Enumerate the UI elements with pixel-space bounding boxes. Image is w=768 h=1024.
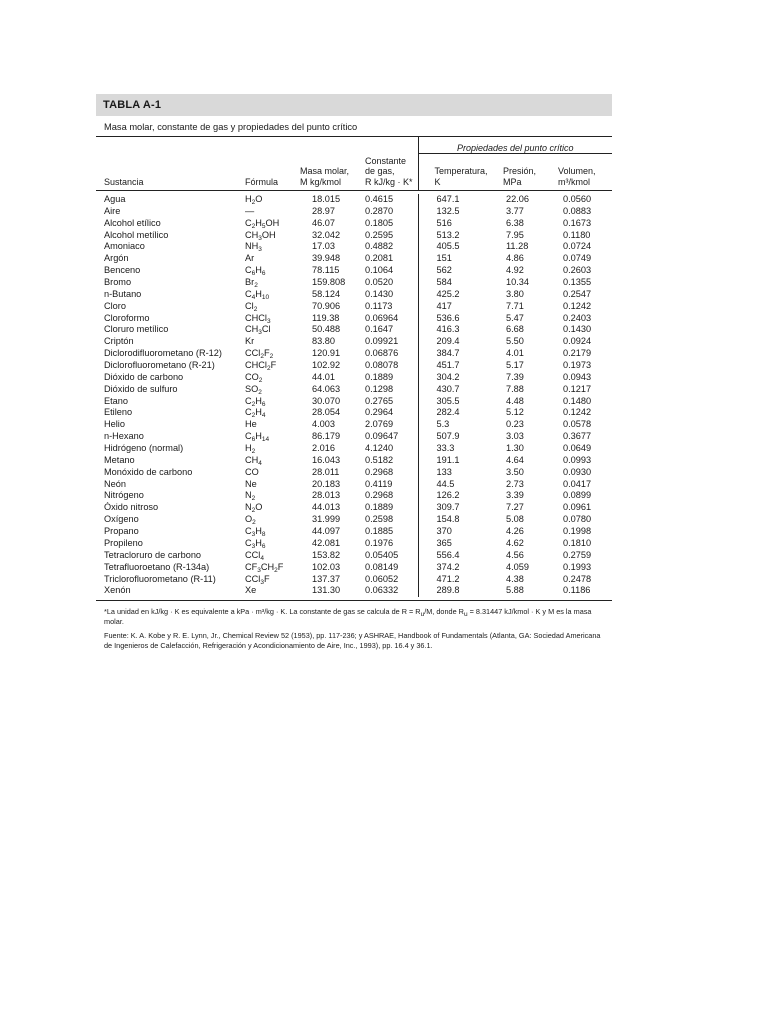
table-row [96, 479, 612, 491]
header-rule [96, 190, 612, 191]
cell-sustancia: Criptón [104, 336, 134, 347]
header-vol-l2: m³/kmol [558, 176, 590, 187]
cell-constante-gas: 0.06964 [365, 312, 399, 323]
cell-volumen: 0.1242 [563, 300, 592, 311]
cell-volumen: 0.2759 [563, 549, 592, 560]
cell-volumen: 0.0899 [563, 490, 592, 501]
cell-formula: $H_2O$ [245, 194, 263, 206]
header-sustancia: Sustancia [104, 176, 144, 187]
cell-temperatura: 304.2 [418, 372, 490, 384]
cell-sustancia: Diclorodifluorometano (R-12) [104, 348, 222, 359]
cell-temperatura: 516 [418, 218, 490, 230]
cell-volumen: 0.0780 [563, 514, 592, 525]
cell-formula: $Cl_2$ [245, 300, 258, 313]
cell-sustancia: Tetrafluoroetano (R-134a) [104, 561, 210, 572]
cell-sustancia: Oxígeno [104, 514, 139, 525]
cell-constante-gas: 0.2081 [365, 253, 394, 264]
cell-sustancia: Agua [104, 194, 126, 204]
cell-volumen: 0.1998 [563, 526, 592, 537]
table-row [96, 336, 612, 348]
table-row [96, 360, 612, 372]
cell-volumen: 0.0749 [563, 253, 592, 264]
cell-formula: $H_2$ [245, 443, 256, 455]
table-row [96, 502, 612, 514]
cell-temperatura: 374.2 [418, 562, 490, 574]
table-row [96, 313, 612, 325]
cell-formula: $CH_3Cl$ [245, 324, 271, 337]
cell-temperatura: 471.2 [418, 574, 490, 586]
cell-presion: 3.50 [506, 466, 524, 477]
cell-presion: 5.47 [506, 312, 524, 323]
table-row [96, 206, 612, 218]
table-row [96, 194, 612, 206]
document-page [96, 94, 612, 650]
cell-masa-molar: 46.07 [312, 217, 335, 228]
table-row [96, 265, 612, 277]
cell-temperatura: 647.1 [418, 194, 490, 206]
table-row [96, 348, 612, 360]
bottom-rule [96, 600, 612, 601]
cell-presion: 3.39 [506, 490, 524, 501]
cell-constante-gas: 0.09647 [365, 431, 399, 442]
cell-masa-molar: 153.82 [312, 549, 341, 560]
cell-sustancia: Etano [104, 395, 129, 406]
cell-masa-molar: 120.91 [312, 348, 341, 359]
cell-sustancia: Argón [104, 253, 129, 264]
cell-temperatura: 536.6 [418, 313, 490, 325]
cell-presion: 4.01 [506, 348, 524, 359]
cell-constante-gas: 0.1885 [365, 526, 394, 537]
cell-volumen: 0.0924 [563, 336, 592, 347]
cell-volumen: 0.0560 [563, 194, 592, 204]
cell-formula: He [245, 419, 257, 430]
table-row [96, 419, 612, 431]
cell-temperatura: 451.7 [418, 360, 490, 372]
cell-constante-gas: 0.1976 [365, 537, 394, 548]
cell-presion: 3.03 [506, 431, 524, 442]
cell-volumen: 0.0943 [563, 371, 592, 382]
cell-masa-molar: 58.124 [312, 288, 341, 299]
cell-formula: $C_3H_6$ [245, 537, 266, 550]
cell-volumen: 0.2179 [563, 348, 592, 359]
cell-presion: 5.08 [506, 514, 524, 525]
cell-volumen: 0.0930 [563, 466, 592, 477]
cell-volumen: 0.2403 [563, 312, 592, 323]
cell-presion: 4.62 [506, 537, 524, 548]
header-pres-l1: Presión, [503, 166, 537, 176]
cell-sustancia: Propano [104, 526, 139, 537]
cell-temperatura: 209.4 [418, 336, 490, 348]
cell-formula: $Br_2$ [245, 277, 258, 289]
cell-constante-gas: 0.08078 [365, 360, 399, 371]
cell-volumen: 0.0883 [563, 205, 592, 216]
cell-temperatura: 425.2 [418, 289, 490, 301]
cell-temperatura: 405.5 [418, 241, 490, 253]
cell-presion: 5.50 [506, 336, 524, 347]
cell-formula: $C_4H_{10}$ [245, 288, 270, 301]
cell-sustancia: Óxido nitroso [104, 502, 159, 513]
cell-volumen: 0.2603 [563, 265, 592, 276]
cell-masa-molar: 131.30 [312, 585, 341, 596]
cell-constante-gas: 0.09921 [365, 336, 399, 347]
cell-presion: 4.86 [506, 253, 524, 264]
cell-temperatura: 33.3 [418, 443, 490, 455]
header-constante-l2: de gas, [365, 166, 395, 176]
cell-constante-gas: 0.4119 [365, 478, 393, 489]
cell-constante-gas: 0.4615 [365, 194, 394, 204]
cell-constante-gas: 0.06876 [365, 348, 399, 359]
header-pres-l2: MPa [503, 176, 522, 187]
cell-presion: 7.95 [506, 229, 524, 240]
cell-volumen: 0.2547 [563, 288, 592, 299]
cell-constante-gas: 0.2595 [365, 229, 394, 240]
cell-temperatura: 384.7 [418, 348, 490, 360]
cell-presion: 11.28 [506, 241, 529, 252]
cell-temperatura: 282.4 [418, 407, 490, 419]
cell-sustancia: Cloruro metílico [104, 324, 169, 335]
cell-masa-molar: 102.92 [312, 360, 341, 371]
cell-formula: $C_2H_5OH$ [245, 217, 280, 230]
cell-formula: $SO_2$ [245, 383, 262, 396]
header-vol-l1: Volumen, [558, 166, 596, 176]
header-temp-l1: Temperatura, [418, 166, 490, 177]
cell-masa-molar: 44.01 [312, 371, 335, 382]
cell-presion: 4.92 [506, 265, 524, 276]
cell-masa-molar: 83.80 [312, 336, 335, 347]
cell-volumen: 0.0417 [563, 478, 592, 489]
cell-formula: $CO_2$ [245, 371, 263, 384]
table-row [96, 324, 612, 336]
cell-presion: 1.30 [506, 443, 524, 454]
cell-formula: $CH_3OH$ [245, 229, 276, 242]
header-temp-l2: K [418, 177, 490, 191]
cell-masa-molar: 86.179 [312, 431, 341, 442]
cell-constante-gas: 0.06052 [365, 573, 399, 584]
cell-sustancia: Xenón [104, 585, 131, 596]
cell-formula: $C_6H_{14}$ [245, 431, 270, 444]
table-row [96, 574, 612, 586]
cell-temperatura: 133 [418, 467, 490, 479]
cell-temperatura: 417 [418, 301, 490, 313]
cell-presion: 4.64 [506, 454, 524, 465]
cell-formula: CO [245, 466, 259, 477]
cell-volumen: 0.1217 [563, 383, 592, 394]
cell-volumen: 0.0724 [563, 241, 592, 252]
cell-masa-molar: 28.054 [312, 407, 341, 418]
cell-masa-molar: 20.183 [312, 478, 341, 489]
table-row [96, 455, 612, 467]
cell-temperatura: 44.5 [418, 479, 490, 491]
cell-formula: $CCl_2F_2$ [245, 348, 274, 361]
cell-sustancia: Metano [104, 454, 135, 465]
cell-volumen: 0.0961 [563, 502, 592, 513]
cell-formula: $C_2H_4$ [245, 407, 266, 420]
cell-masa-molar: 44.097 [312, 526, 341, 537]
cell-masa-molar: 137.37 [312, 573, 341, 584]
cell-temperatura: 309.7 [418, 502, 490, 514]
cell-volumen: 0.1242 [563, 407, 592, 418]
table-row [96, 384, 612, 396]
cell-sustancia: Nitrógeno [104, 490, 144, 501]
cell-masa-molar: 18.015 [312, 194, 341, 204]
cell-formula: $N_2$ [245, 490, 256, 503]
cell-masa-molar: 42.081 [312, 537, 341, 548]
cell-volumen: 0.1673 [563, 217, 592, 228]
cell-masa-molar: 31.999 [312, 514, 341, 525]
table-row [96, 467, 612, 479]
cell-presion: 7.39 [506, 371, 524, 382]
table-row [96, 372, 612, 384]
header-table [96, 137, 612, 190]
cell-masa-molar: 16.043 [312, 454, 341, 465]
cell-formula: Xe [245, 585, 257, 596]
cell-constante-gas: 0.1805 [365, 217, 394, 228]
cell-volumen: 0.1993 [563, 561, 592, 572]
cell-sustancia: Amoniaco [104, 241, 145, 252]
cell-formula: — [245, 205, 255, 216]
cell-sustancia: Tetracloruro de carbono [104, 549, 202, 560]
cell-masa-molar: 2.016 [312, 443, 335, 454]
cell-volumen: 0.1355 [563, 277, 592, 288]
cell-volumen: 0.3677 [563, 431, 592, 442]
cell-presion: 4.48 [506, 395, 524, 406]
cell-temperatura: 305.5 [418, 396, 490, 408]
cell-sustancia: Diclorofluorometano (R-21) [104, 360, 215, 371]
table-title: TABLA A-1 [96, 94, 612, 116]
cell-presion: 6.38 [506, 217, 524, 228]
cell-masa-molar: 28.011 [312, 466, 340, 477]
cell-constante-gas: 0.06332 [365, 585, 399, 596]
cell-sustancia: n-Hexano [104, 431, 144, 442]
table-row [96, 230, 612, 242]
cell-sustancia: Aire [104, 205, 121, 216]
cell-formula: $C_6H_6$ [245, 265, 266, 278]
critical-point-header: Propiedades del punto crítico [418, 137, 612, 154]
cell-temperatura: 151 [418, 253, 490, 265]
cell-sustancia: Neón [104, 478, 126, 489]
cell-temperatura: 562 [418, 265, 490, 277]
cell-formula: $CF_3CH_2F$ [245, 561, 284, 574]
table-row [96, 301, 612, 313]
cell-formula: $C_2H_6$ [245, 395, 266, 408]
table-row [96, 514, 612, 526]
cell-temperatura: 556.4 [418, 550, 490, 562]
cell-constante-gas: 0.2968 [365, 466, 394, 477]
cell-masa-molar: 50.488 [312, 324, 341, 335]
cell-formula: Ne [245, 478, 257, 489]
cell-masa-molar: 17.03 [312, 241, 335, 252]
cell-temperatura: 507.9 [418, 431, 490, 443]
cell-sustancia: Dióxido de sulfuro [104, 383, 178, 394]
cell-constante-gas: 0.1064 [365, 265, 394, 276]
table-row [96, 241, 612, 253]
cell-constante-gas: 0.4882 [365, 241, 394, 252]
cell-sustancia: Hidrógeno (normal) [104, 443, 184, 454]
cell-masa-molar: 78.115 [312, 265, 340, 276]
cell-constante-gas: 4.1240 [365, 443, 394, 454]
cell-masa-molar: 119.38 [312, 312, 340, 323]
cell-constante-gas: 0.1889 [365, 502, 394, 513]
header-formula: Fórmula [245, 176, 279, 187]
cell-presion: 0.23 [506, 419, 524, 430]
cell-constante-gas: 2.0769 [365, 419, 394, 430]
cell-masa-molar: 70.906 [312, 300, 341, 311]
cell-temperatura: 365 [418, 538, 490, 550]
cell-sustancia: Triclorofluorometano (R-11) [104, 573, 216, 584]
cell-presion: 22.06 [506, 194, 529, 204]
cell-masa-molar: 39.948 [312, 253, 341, 264]
cell-presion: 5.88 [506, 585, 524, 596]
cell-presion: 7.71 [506, 300, 524, 311]
cell-formula: CCl$_4$ [245, 549, 264, 562]
cell-presion: 5.17 [506, 360, 524, 371]
cell-sustancia: Propileno [104, 537, 143, 548]
cell-volumen: 0.1480 [563, 395, 592, 406]
cell-temperatura: 154.8 [418, 514, 490, 526]
cell-formula: $CH_4$ [245, 454, 262, 467]
cell-masa-molar: 28.013 [312, 490, 341, 501]
cell-formula: $C_3H_8$ [245, 526, 266, 538]
cell-constante-gas: 0.08149 [365, 561, 399, 572]
table-row [96, 562, 612, 574]
cell-constante-gas: 0.05405 [365, 549, 399, 560]
cell-formula: CHCl$_3$ [245, 312, 271, 325]
cell-volumen: 0.0993 [563, 454, 592, 465]
cell-temperatura: 513.2 [418, 230, 490, 242]
cell-sustancia: Alcohol etílico [104, 217, 161, 228]
table-row [96, 277, 612, 289]
cell-volumen: 0.1973 [563, 360, 592, 371]
table-row [96, 443, 612, 455]
cell-sustancia: Benceno [104, 265, 141, 276]
cell-presion: 10.34 [506, 277, 529, 288]
cell-temperatura: 5.3 [418, 419, 490, 431]
header-masa-l2: M kg/kmol [300, 176, 342, 187]
cell-sustancia: Bromo [104, 277, 132, 288]
cell-sustancia: Cloroformo [104, 312, 150, 323]
cell-formula: $N_2O$ [245, 502, 263, 515]
table-row [96, 526, 612, 538]
cell-constante-gas: 0.2964 [365, 407, 394, 418]
cell-masa-molar: 32.042 [312, 229, 341, 240]
cell-formula: Ar [245, 253, 255, 264]
cell-presion: 5.12 [506, 407, 524, 418]
cell-constante-gas: 0.1173 [365, 300, 393, 311]
cell-presion: 3.77 [506, 205, 524, 216]
cell-volumen: 0.1810 [563, 537, 592, 548]
cell-presion: 6.68 [506, 324, 524, 335]
cell-volumen: 0.1186 [563, 585, 591, 596]
header-masa-l1: Masa molar, [300, 166, 350, 176]
cell-temperatura: 289.8 [418, 585, 490, 597]
cell-masa-molar: 102.03 [312, 561, 341, 572]
cell-volumen: 0.1430 [563, 324, 592, 335]
cell-constante-gas: 0.2870 [365, 205, 394, 216]
cell-constante-gas: 0.1647 [365, 324, 394, 335]
table-row [96, 490, 612, 502]
cell-masa-molar: 4.003 [312, 419, 335, 430]
footnote-units: *La unidad en kJ/kg · K es equivalente a kPa · m³/kg · K. La constante de gas se calcula de $R = R_u/M$, donde $R_u = 8.31447$ kJ/kmol · K y M es la masa molar. [104, 607, 592, 626]
table-row [96, 253, 612, 265]
cell-presion: 4.059 [506, 561, 529, 572]
cell-presion: 7.27 [506, 502, 524, 513]
cell-formula: Kr [245, 336, 255, 347]
table-row [96, 396, 612, 408]
cell-masa-molar: 30.070 [312, 395, 341, 406]
cell-volumen: 0.0578 [563, 419, 592, 430]
cell-sustancia: Alcohol metílico [104, 229, 169, 240]
cell-constante-gas: 0.1298 [365, 383, 394, 394]
table-row [96, 218, 612, 230]
cell-volumen: 0.2478 [563, 573, 592, 584]
header-constante-l1: Constante [365, 155, 407, 166]
cell-masa-molar: 159.808 [312, 277, 346, 288]
cell-constante-gas: 0.1889 [365, 371, 394, 382]
table-row [96, 289, 612, 301]
cell-sustancia: Etileno [104, 407, 133, 418]
cell-sustancia: Dióxido de carbono [104, 371, 184, 382]
cell-temperatura: 132.5 [418, 206, 490, 218]
cell-constante-gas: 0.5182 [365, 454, 394, 465]
table-row [96, 585, 612, 597]
cell-constante-gas: 0.2968 [365, 490, 394, 501]
cell-constante-gas: 0.2765 [365, 395, 394, 406]
table-row [96, 550, 612, 562]
cell-sustancia: n-Butano [104, 288, 142, 299]
cell-presion: 4.38 [506, 573, 524, 584]
cell-presion: 7.88 [506, 383, 524, 394]
cell-formula: CHCl$_2$F [245, 360, 277, 372]
cell-temperatura: 191.1 [418, 455, 490, 467]
table-row [96, 431, 612, 443]
table-row [96, 538, 612, 550]
cell-formula: CCl$_3$F [245, 573, 270, 586]
cell-constante-gas: 0.2598 [365, 514, 394, 525]
cell-presion: 4.56 [506, 549, 524, 560]
cell-formula: $O_2$ [245, 514, 256, 527]
cell-volumen: 0.1180 [563, 229, 591, 240]
cell-masa-molar: 64.063 [312, 383, 341, 394]
cell-formula: $NH_3$ [245, 241, 262, 254]
header-constante-l3: R kJ/kg · K* [365, 176, 413, 187]
cell-temperatura: 126.2 [418, 490, 490, 502]
table-row [96, 407, 612, 419]
cell-presion: 2.73 [506, 478, 524, 489]
cell-temperatura: 430.7 [418, 384, 490, 396]
cell-temperatura: 584 [418, 277, 490, 289]
cell-sustancia: Monóxido de carbono [104, 466, 193, 477]
cell-sustancia: Helio [104, 419, 125, 430]
cell-temperatura: 416.3 [418, 324, 490, 336]
cell-sustancia: Cloro [104, 300, 126, 311]
footnote-source: Fuente: K. A. Kobe y R. E. Lynn, Jr., Chemical Review 52 (1953), pp. 117-236; y ASHRAE, Handbook of Fundamentals (Atlanta, GA: Sociedad Americana de Ingenieros de Calefacción, Refrigeración y Acondicionamiento de Aire, Inc., 1993), pp. 16.4 y 36.1. [104, 631, 601, 650]
cell-presion: 3.80 [506, 288, 524, 299]
cell-temperatura: 370 [418, 526, 490, 538]
cell-masa-molar: 28.97 [312, 205, 335, 216]
cell-masa-molar: 44.013 [312, 502, 341, 513]
cell-constante-gas: 0.0520 [365, 277, 394, 288]
cell-presion: 4.26 [506, 526, 524, 537]
data-table [96, 194, 612, 597]
cell-volumen: 0.0649 [563, 443, 592, 454]
cell-constante-gas: 0.1430 [365, 288, 394, 299]
table-caption: Masa molar, constante de gas y propiedades del punto crítico [104, 122, 358, 132]
